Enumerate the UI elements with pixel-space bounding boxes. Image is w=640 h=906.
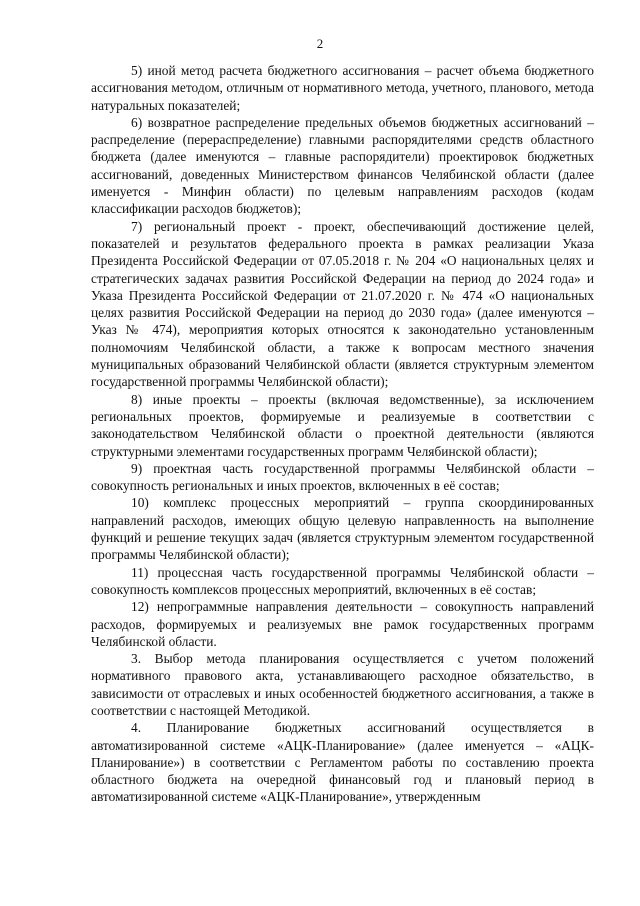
paragraph-3-method-choice: 3. Выбор метода планирования осуществляется с учетом положений нормативного правового акта, устанавливающего расходное обязательство, в зависимости от отраслевых и иных особенностей бюджетного ассигнования, а также в соответствии с настоящей Методикой. [91, 651, 594, 718]
paragraph-5-other-method: 5) иной метод расчета бюджетного ассигнования – расчет объема бюджетного ассигнования методом, отличным от нормативного метода, учетного, планового, метода натуральных показателей; [91, 63, 594, 113]
paragraph-6-return-distribution: 6) возвратное распределение предельных объемов бюджетных ассигнований – распределение (перераспределение) главными распорядителями средств областного бюджета (далее именуются – главные распорядители) проектировок бюджетных ассигнований, доведенных Министерством финансов Челябинской области (далее именуется - Минфин области) по целевым направлениям расходов (кодам классификации расходов бюджетов); [91, 114, 594, 217]
page-number: 2 [316, 36, 324, 51]
paragraph-11-process-part: 11) процессная часть государственной программы Челябинской области – совокупность комплексов процессных мероприятий, включенных в её состав; [91, 564, 594, 597]
paragraph-9-project-part: 9) проектная часть государственной программы Челябинской области – совокупность региональных и иных проектов, включенных в её состав; [91, 460, 594, 494]
paragraph-12-nonprogram: 12) непрограммные направления деятельности – совокупность направлений расходов, формируемых и реализуемых вне рамок государственных программ Челябинской области. [91, 599, 594, 649]
paragraph-4-planning-system: 4. Планирование бюджетных ассигнований осуществляется в автоматизированной системе «АЦК-Планирование» (далее именуется – «АЦК-Планирование») в соответствии с Регламентом работы по составлению проекта областного бюджета на очередной финансовый год и плановый период в автоматизированной системе «АЦК-Планирование», утвержденным [91, 720, 594, 805]
paragraph-7-regional-project: 7) региональный проект - проект, обеспечивающий достижение целей, показателей и результатов федерального проекта в рамках реализации Указа Президента Российской Федерации от 07.05.2018 г. № 204 «О национальных целях и стратегических задачах развития Российской Федерации на период до 2024 года» и Указа Президента Российской Федерации от 21.07.2020 г. № 474 «О национальных целях развития Российской Федерации на период до 2030 года» (далее именуются – Указ № 474), мероприятия которых относятся к законодательно установленным полномочиям Челябинской области, а также к вопросам местного значения муниципальных образований Челябинской области (является структурным элементом государственной программы Челябинской области); [91, 218, 594, 390]
paragraph-8-other-projects: 8) иные проекты – проекты (включая ведомственные), за исключением региональных проектов, формируемые и реализуемые в соответствии с законодательством Челябинской области о проектной деятельности (являются структурными элементами государственных программ Челябинской области); [91, 391, 594, 459]
document-body [91, 62, 594, 806]
paragraph-10-process-complex: 10) комплекс процессных мероприятий – группа скоординированных направлений расходов, имеющих общую целевую направленность на выполнение функций и решение текущих задач (является структурным элементом государственной программы Челябинской области); [91, 495, 594, 563]
